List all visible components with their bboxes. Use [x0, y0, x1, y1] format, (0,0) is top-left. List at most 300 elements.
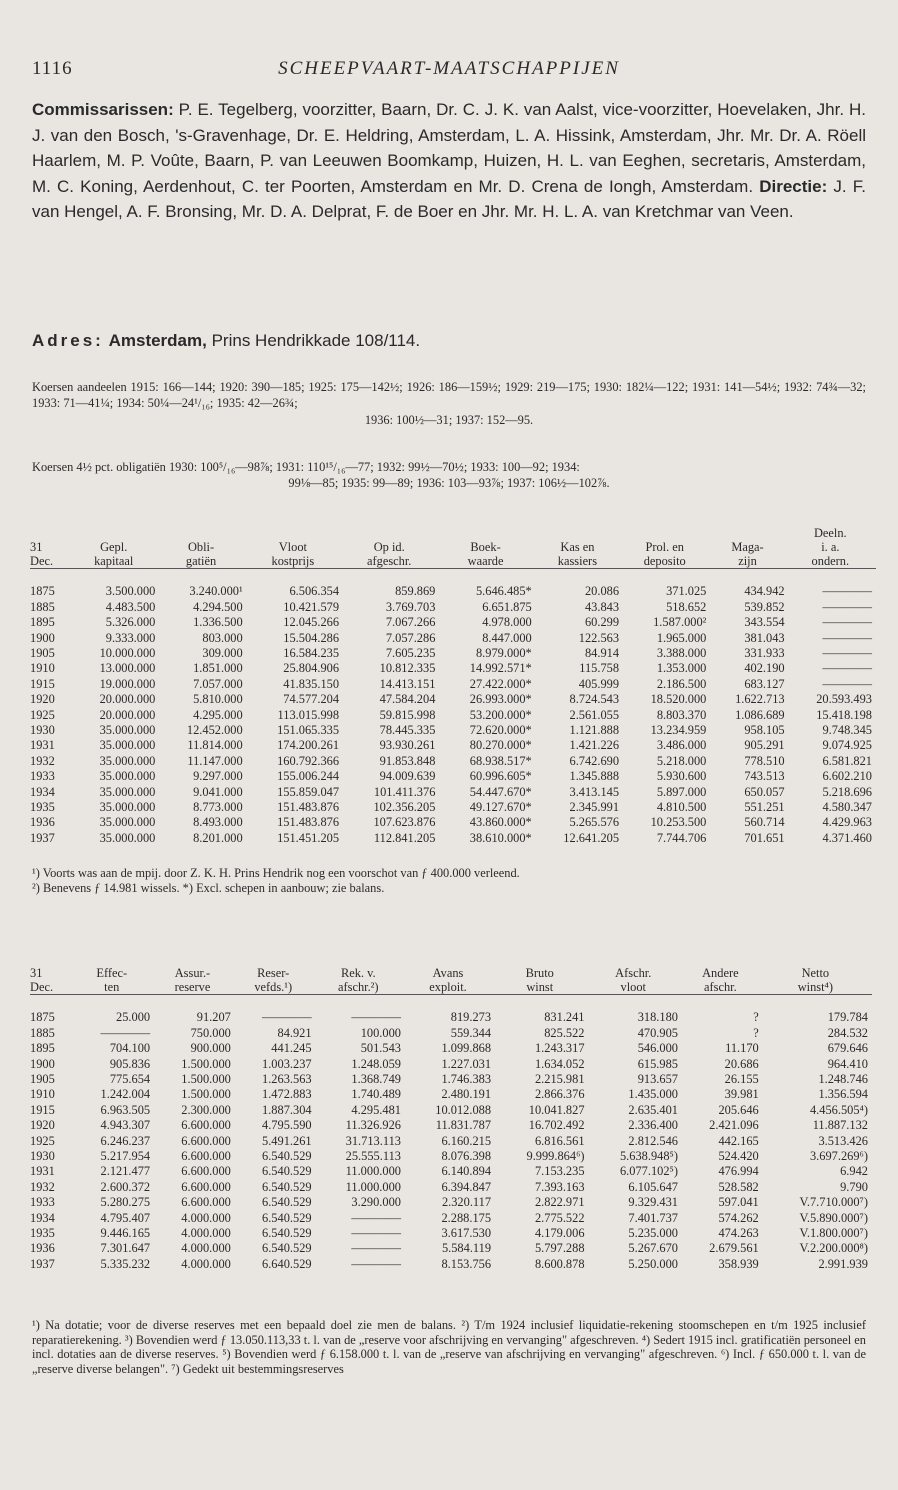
balance-table-col-header: Maga- zijn: [731, 540, 764, 568]
balance-table-cell: 35.000.000: [99, 800, 156, 815]
results-table-col-header: Afschr. vloot: [615, 966, 652, 994]
balance-table-year-cell: 1895: [30, 615, 55, 630]
results-table-cell: 1.500.000: [181, 1087, 231, 1102]
results-table-row: [30, 1180, 872, 1195]
running-title: SCHEEPVAART-MAATSCHAPPIJEN: [278, 58, 620, 79]
bond-prices: [32, 459, 866, 492]
results-table-cell: 1.003.237: [262, 1056, 312, 1071]
results-table-cell: 1.248.746: [818, 1072, 868, 1087]
results-table-cell: ————: [351, 1226, 401, 1241]
results-table-col-header: Effec- ten: [96, 966, 128, 994]
balance-table-cell: 10.812.335: [379, 661, 436, 676]
balance-table-cell: 4.371.460: [822, 830, 872, 845]
balance-table-cell: 4.295.000: [193, 707, 243, 722]
results-table-cell: 5.250.000: [628, 1256, 678, 1271]
results-table-cell: 597.041: [718, 1195, 759, 1210]
results-table-cell: 6.105.647: [628, 1179, 678, 1194]
results-table-cell: 4.000.000: [181, 1256, 231, 1271]
balance-table-cell: 47.584.204: [379, 692, 436, 707]
results-table-year-cell: 1885: [30, 1025, 55, 1040]
balance-table-cell: 72.620.000*: [469, 723, 532, 738]
balance-table-cell: 778.510: [744, 753, 785, 768]
results-table-cell: 6.540.529: [262, 1241, 312, 1256]
results-table-cell: 524.420: [718, 1149, 759, 1164]
results-table-cell: 5.491.261: [262, 1133, 312, 1148]
balance-table-cell: 7.057.286: [385, 630, 436, 645]
balance-table-cell: 1.353.000: [656, 661, 707, 676]
results-table-cell: 10.041.827: [528, 1102, 585, 1117]
adres-label: Adres:: [32, 331, 104, 350]
results-table-cell: 284.532: [827, 1025, 868, 1040]
results-table-year-cell: 1875: [30, 1010, 55, 1025]
balance-table-cell: 8.493.000: [193, 815, 243, 830]
balance-table-cell: 8.201.000: [193, 830, 243, 845]
results-table-cell: 1.356.594: [818, 1087, 868, 1102]
results-table-cell: 2.288.175: [441, 1210, 492, 1225]
results-table-cell: 4.000.000: [181, 1210, 231, 1225]
balance-table-cell: 683.127: [744, 676, 785, 691]
results-table: [30, 966, 872, 1272]
results-table-cell: 1.887.304: [262, 1102, 312, 1117]
balance-table-cell: 78.445.335: [379, 723, 436, 738]
balance-table-cell: 405.999: [578, 676, 620, 691]
results-table-cell: 4.295.481: [351, 1102, 401, 1117]
results-table-row: [30, 1010, 872, 1025]
results-table-cell: 2.822.971: [534, 1195, 585, 1210]
results-table-cell: 4.179.006: [534, 1226, 585, 1241]
results-table-row: [30, 1195, 872, 1210]
balance-table-cell: 9.074.925: [822, 738, 872, 753]
results-table-cell: 7.393.163: [534, 1179, 585, 1194]
balance-table-cell: 25.804.906: [283, 661, 340, 676]
board-paragraph: [32, 97, 866, 225]
results-table-cell: 1.634.052: [534, 1056, 585, 1071]
balance-table-col-header: Gepl. kapitaal: [94, 540, 134, 568]
balance-table-cell: 343.554: [744, 615, 785, 630]
results-table-cell: 4.456.505⁴): [809, 1102, 868, 1117]
results-table-cell: 1.227.031: [441, 1056, 492, 1071]
results-table-cell: 2.679.561: [709, 1241, 759, 1256]
balance-table-row: [30, 769, 876, 784]
balance-table-row: [30, 754, 876, 769]
results-table-cell: 11.000.000: [345, 1164, 401, 1179]
results-table-cell: 358.939: [718, 1256, 759, 1271]
results-table-cell: 964.410: [827, 1056, 868, 1071]
balance-table-cell: 20.086: [584, 584, 620, 599]
balance-table-cell: 112.841.205: [373, 830, 436, 845]
balance-table-row: [30, 692, 876, 707]
balance-table: [30, 526, 876, 846]
share-prices-last-line: 1936: 100½—31; 1937: 152—95.: [364, 412, 534, 427]
results-table-cell: 2.336.400: [628, 1118, 678, 1133]
balance-table-cell: 43.843: [584, 599, 620, 614]
balance-table-cell: 539.852: [744, 599, 785, 614]
balance-table-cell: 7.057.000: [193, 676, 243, 691]
balance-table-row: [30, 708, 876, 723]
results-table-cell: V.1.800.000⁷): [799, 1226, 868, 1241]
results-table-cell: 3.290.000: [351, 1195, 401, 1210]
results-table-cell: ?: [753, 1025, 759, 1040]
balance-table-col-header: Deeln. i. a. ondern.: [811, 526, 850, 568]
balance-table-cell: 8.979.000*: [475, 646, 532, 661]
balance-table-cell: 54.447.670*: [469, 784, 532, 799]
balance-table-cell: 11.814.000: [187, 738, 243, 753]
results-table-cell: 10.012.088: [435, 1102, 492, 1117]
balance-table-col-header: Boek- waarde: [467, 540, 504, 568]
balance-table-cell: 402.190: [744, 661, 785, 676]
balance-table-cell: ————: [822, 615, 872, 630]
balance-table-row: [30, 831, 876, 846]
results-table-cell: 2.991.939: [818, 1256, 868, 1271]
balance-table-cell: 12.045.266: [283, 615, 340, 630]
results-table-cell: 905.836: [109, 1056, 151, 1071]
results-table-cell: 26.155: [724, 1072, 759, 1087]
results-table-cell: 4.795.590: [262, 1118, 312, 1133]
results-table-cell: 615.985: [637, 1056, 678, 1071]
balance-note-2: ²) Benevens ƒ 14.981 wissels. *) Excl. schepen in aanbouw; zie balans.: [32, 880, 385, 895]
balance-table-year-cell: 1925: [30, 707, 55, 722]
results-table-cell: 1.740.489: [351, 1087, 401, 1102]
results-table-row: [30, 1164, 872, 1179]
results-table-row: [30, 1226, 872, 1241]
balance-table-cell: 5.326.000: [105, 615, 156, 630]
results-table-cell: 2.866.376: [534, 1087, 585, 1102]
balance-table-cell: 12.641.205: [563, 830, 620, 845]
balance-table-cell: ————: [822, 584, 872, 599]
results-table-cell: 546.000: [637, 1041, 678, 1056]
results-table-cell: 11.326.926: [345, 1118, 401, 1133]
results-table-cell: 2.600.372: [100, 1179, 151, 1194]
results-table-cell: 31.713.113: [345, 1133, 401, 1148]
balance-table-cell: 13.234.959: [650, 723, 707, 738]
results-table-year-cell: 1905: [30, 1072, 55, 1087]
balance-table-cell: 2.561.055: [569, 707, 620, 722]
balance-table-cell: 381.043: [744, 630, 785, 645]
balance-table-year-cell: 1910: [30, 661, 55, 676]
results-table-cell: 1.472.883: [262, 1087, 312, 1102]
balance-table-cell: 4.978.000: [482, 615, 532, 630]
results-table-row: [30, 1057, 872, 1072]
results-table-cell: 1.242.004: [100, 1087, 151, 1102]
balance-table-year-cell: 1932: [30, 753, 55, 768]
balance-table-cell: 20.000.000: [99, 707, 156, 722]
results-table-cell: 501.543: [360, 1041, 401, 1056]
balance-table-cell: 19.000.000: [99, 676, 156, 691]
balance-table-cell: 5.897.000: [656, 784, 707, 799]
balance-table-year-cell: 1931: [30, 738, 55, 753]
balance-table-cell: 151.065.335: [277, 723, 340, 738]
commissarissen-label: Commissarissen:: [32, 100, 174, 119]
balance-table-cell: 35.000.000: [99, 815, 156, 830]
results-table-cell: 470.905: [637, 1025, 678, 1040]
balance-table-cell: 958.105: [744, 723, 785, 738]
results-table-cell: 6.942: [840, 1164, 868, 1179]
balance-table-cell: 9.041.000: [193, 784, 243, 799]
results-table-cell: V.2.200.000⁸): [799, 1241, 868, 1256]
balance-table-cell: 151.451.205: [277, 830, 340, 845]
balance-table-cell: 20.000.000: [99, 692, 156, 707]
address-paragraph: [32, 328, 866, 354]
results-table-cell: 2.300.000: [181, 1102, 231, 1117]
balance-table-cell: 7.067.266: [385, 615, 436, 630]
results-table-cell: 1.368.749: [351, 1072, 401, 1087]
balance-table-cell: 43.860.000*: [469, 815, 532, 830]
results-table-cell: 6.963.505: [100, 1102, 151, 1117]
results-table-cell: 5.335.232: [100, 1256, 151, 1271]
results-table-cell: 559.344: [450, 1025, 492, 1040]
balance-table-cell: 35.000.000: [99, 738, 156, 753]
balance-table-year-cell: 1885: [30, 599, 55, 614]
balance-table-cell: 9.297.000: [193, 769, 243, 784]
balance-table-col-header: Obli- gatiën: [185, 540, 217, 568]
balance-table-cell: 93.930.261: [379, 738, 436, 753]
balance-table-cell: 2.345.991: [569, 800, 620, 815]
balance-table-cell: 160.792.366: [277, 753, 340, 768]
results-table-year-cell: 1910: [30, 1087, 55, 1102]
balance-table-cell: 68.938.517*: [469, 753, 532, 768]
balance-table-row: [30, 615, 876, 630]
balance-table-cell: 6.742.690: [569, 753, 620, 768]
balance-table-cell: 115.758: [579, 661, 620, 676]
balance-table-cell: 59.815.998: [379, 707, 436, 722]
results-table-cell: 7.153.235: [534, 1164, 585, 1179]
results-table-cell: 91.207: [196, 1010, 231, 1025]
balance-table-year-cell: 1934: [30, 784, 55, 799]
balance-table-header: [30, 526, 876, 569]
balance-table-cell: 6.602.210: [822, 769, 872, 784]
results-table-row: [30, 1134, 872, 1149]
balance-table-year-cell: 1930: [30, 723, 55, 738]
results-table-cell: 1.248.059: [351, 1056, 401, 1071]
balance-table-cell: 26.993.000*: [469, 692, 532, 707]
results-table-cell: 9.999.864⁶): [526, 1149, 585, 1164]
results-table-cell: 9.446.165: [100, 1226, 151, 1241]
bond-prices-last-line: 99⅛—85; 1935: 99—89; 1936: 103—93⅞; 1937: 106½—102⅞.: [288, 476, 610, 491]
balance-table-cell: 859.869: [395, 584, 436, 599]
balance-table-cell: 1.851.000: [193, 661, 243, 676]
results-table-cell: 6.600.000: [181, 1179, 231, 1194]
results-table-year-cell: 1915: [30, 1102, 55, 1117]
balance-table-cell: 151.483.876: [277, 800, 340, 815]
balance-table-cell: 1.121.888: [569, 723, 620, 738]
results-table-row: [30, 1211, 872, 1226]
results-table-row: [30, 1103, 872, 1118]
results-table-cell: 25.555.113: [345, 1149, 401, 1164]
balance-table-cell: 35.000.000: [99, 723, 156, 738]
results-table-year-cell: 1931: [30, 1164, 55, 1179]
results-table-cell: 528.582: [718, 1179, 759, 1194]
results-table-cell: 1.263.563: [262, 1072, 312, 1087]
results-table-cell: 9.329.431: [628, 1195, 678, 1210]
balance-table-row: [30, 600, 876, 615]
balance-table-row: [30, 785, 876, 800]
results-table-col-header: 31 Dec.: [30, 966, 54, 994]
balance-table-cell: 16.584.235: [283, 646, 340, 661]
balance-table-cell: 4.483.500: [105, 599, 156, 614]
balance-table-cell: 5.218.696: [822, 784, 872, 799]
balance-table-cell: 309.000: [202, 646, 243, 661]
results-table-cell: 4.000.000: [181, 1241, 231, 1256]
results-table-cell: 819.273: [450, 1010, 492, 1025]
results-table-cell: 11.170: [725, 1041, 759, 1056]
results-table-cell: 5.235.000: [628, 1226, 678, 1241]
balance-table-row: [30, 584, 876, 599]
adres-street: Prins Hendrikkade 108/114.: [206, 331, 421, 350]
balance-table-cell: 6.506.354: [289, 584, 340, 599]
results-table-cell: 39.981: [724, 1087, 759, 1102]
balance-table-cell: ————: [822, 646, 872, 661]
results-table-cell: 8.600.878: [534, 1256, 585, 1271]
results-table-cell: 6.540.529: [262, 1226, 312, 1241]
results-table-cell: 5.797.288: [534, 1241, 585, 1256]
balance-table-row: [30, 815, 876, 830]
results-table-year-cell: 1925: [30, 1133, 55, 1148]
balance-table-cell: ————: [822, 630, 872, 645]
results-table-row: [30, 1041, 872, 1056]
results-table-cell: 6.816.561: [534, 1133, 585, 1148]
balance-table-year-cell: 1933: [30, 769, 55, 784]
balance-table-cell: 35.000.000: [99, 769, 156, 784]
results-table-cell: 11.831.787: [435, 1118, 492, 1133]
results-table-cell: 205.646: [718, 1102, 759, 1117]
results-table-year-cell: 1920: [30, 1118, 55, 1133]
balance-table-cell: 4.810.500: [656, 800, 707, 815]
results-table-cell: 679.646: [827, 1041, 868, 1056]
results-table-cell: 6.640.529: [262, 1256, 312, 1271]
results-table-cell: 831.241: [544, 1010, 585, 1025]
results-table-cell: 1.099.868: [441, 1041, 492, 1056]
balance-table-cell: 27.422.000*: [469, 676, 532, 691]
results-table-cell: 2.320.117: [441, 1195, 492, 1210]
balance-table-cell: 3.500.000: [105, 584, 156, 599]
balance-table-cell: 10.000.000: [99, 646, 156, 661]
balance-table-cell: 803.000: [202, 630, 243, 645]
balance-table-cell: 15.504.286: [283, 630, 340, 645]
balance-table-cell: 434.942: [744, 584, 785, 599]
balance-table-col-header: Op id. afgeschr.: [367, 540, 412, 568]
balance-table-divider: [30, 569, 876, 585]
results-table-cell: 8.153.756: [441, 1256, 492, 1271]
balance-table-cell: 14.413.151: [379, 676, 436, 691]
results-table-cell: 11.000.000: [345, 1179, 401, 1194]
balance-table-cell: 94.009.639: [379, 769, 436, 784]
results-table-row: [30, 1072, 872, 1087]
balance-table-year-cell: 1937: [30, 830, 55, 845]
balance-table-cell: 20.593.493: [816, 692, 872, 707]
results-table-col-header: Reser- vefds.¹): [254, 966, 293, 994]
balance-table-row: [30, 738, 876, 753]
results-table-cell: 6.600.000: [181, 1133, 231, 1148]
results-table-cell: 11.887.132: [812, 1118, 868, 1133]
results-table-cell: 1.243.317: [534, 1041, 585, 1056]
results-table-cell: 6.246.237: [100, 1133, 151, 1148]
balance-table-cell: 10.421.579: [283, 599, 340, 614]
balance-table-cell: 1.421.226: [569, 738, 620, 753]
results-table-row: [30, 1118, 872, 1133]
results-table-notes: ¹) Na dotatie; voor de diverse reserves met een bepaald doel zie men de balans. ²) T/m 1924 inclusief liquidatie-rekening stoomschepen en t/m 1925 inclusief reparatierekening. ³) Bovendien werd ƒ 13.050.113,33 t. l. van de „reserve voor afschrijving en vervanging" afgeschreven. ⁴) Sedert 1915 incl. gratificatiën personeel en incl. dotaties aan de diverse reserves. ⁵) Bovendien werd ƒ 6.158.000 t. l. van de „reserve van afschrijving en vervanging" afgeschreven. ⁶) Incl. ƒ 650.000 t. l. van de „reserve diverse belangen". ⁷) Gedekt uit bestemmingsreserves: [32, 1318, 866, 1376]
results-table-cell: 3.617.530: [441, 1226, 492, 1241]
results-table-cell: 6.540.529: [262, 1149, 312, 1164]
balance-table-cell: 3.388.000: [656, 646, 707, 661]
results-table-cell: 574.262: [718, 1210, 759, 1225]
balance-table-cell: 107.623.876: [373, 815, 436, 830]
results-table-cell: 5.280.275: [100, 1195, 151, 1210]
results-table-cell: 6.540.529: [262, 1164, 312, 1179]
results-table-cell: 7.401.737: [628, 1210, 678, 1225]
results-table-cell: 474.263: [718, 1226, 759, 1241]
results-table-cell: ————: [262, 1010, 312, 1025]
balance-table-cell: 4.429.963: [822, 815, 872, 830]
results-table-row: [30, 1257, 872, 1272]
results-table-cell: 6.140.894: [441, 1164, 492, 1179]
balance-table-cell: 41.835.150: [283, 676, 340, 691]
balance-table-cell: 12.452.000: [186, 723, 243, 738]
results-table-col-header: Rek. v. afschr.²): [338, 966, 379, 994]
results-table-cell: ?: [753, 1010, 759, 1025]
balance-table-year-cell: 1875: [30, 584, 55, 599]
balance-table-cell: 1.622.713: [735, 692, 785, 707]
balance-table-col-header: 31 Dec.: [30, 540, 54, 568]
balance-table-year-cell: 1920: [30, 692, 55, 707]
balance-table-cell: 13.000.000: [99, 661, 156, 676]
balance-table-cell: 4.294.500: [193, 599, 243, 614]
balance-table-cell: 551.251: [744, 800, 785, 815]
balance-table-cell: 1.336.500: [193, 615, 243, 630]
results-table-year-cell: 1935: [30, 1226, 55, 1241]
results-table-cell: ————: [351, 1241, 401, 1256]
results-table-cell: 20.686: [724, 1056, 759, 1071]
bond-prices-text: Koersen 4½ pct. obligatiën 1930: 100⁵/₁₆—98⅞; 1931: 110¹⁵/₁₆—77; 1932: 99½—70½; 1933: 100—92; 1934:: [32, 460, 580, 474]
results-table-cell: ————: [100, 1025, 151, 1040]
results-table-row: [30, 1087, 872, 1102]
balance-table-cell: 560.714: [744, 815, 785, 830]
results-table-cell: V.5.890.000⁷): [799, 1210, 868, 1225]
results-table-cell: ————: [351, 1210, 401, 1225]
balance-table-cell: 101.411.376: [373, 784, 436, 799]
results-table-year-cell: 1936: [30, 1241, 55, 1256]
balance-table-cell: 9.333.000: [105, 630, 156, 645]
balance-table-cell: 7.744.706: [656, 830, 707, 845]
adres-city: Amsterdam,: [108, 331, 207, 350]
directie-label: Directie:: [759, 176, 828, 196]
share-prices: [32, 379, 866, 428]
results-table-cell: ————: [351, 1256, 401, 1271]
balance-table-cell: 9.748.345: [822, 723, 872, 738]
page-number: 1116: [32, 58, 73, 79]
balance-table-cell: 151.483.876: [277, 815, 340, 830]
balance-table-cell: 8.447.000: [482, 630, 532, 645]
results-table-year-cell: 1930: [30, 1149, 55, 1164]
results-table-cell: 1.435.000: [628, 1087, 678, 1102]
balance-table-cell: 905.291: [744, 738, 785, 753]
results-table-cell: 900.000: [190, 1041, 231, 1056]
balance-table-cell: 1.345.888: [569, 769, 620, 784]
results-table-cell: 100.000: [360, 1025, 401, 1040]
results-table-cell: V.7.710.000⁷): [799, 1195, 868, 1210]
balance-table-year-cell: 1935: [30, 800, 55, 815]
balance-table-row: [30, 677, 876, 692]
balance-table-cell: 155.859.047: [277, 784, 340, 799]
results-table-cell: 6.600.000: [181, 1149, 231, 1164]
results-table-cell: 1.500.000: [181, 1056, 231, 1071]
results-table-cell: 3.697.269⁶): [809, 1149, 868, 1164]
balance-table-cell: 6.651.875: [482, 599, 532, 614]
balance-table-cell: 1.086.689: [735, 707, 785, 722]
results-table-cell: 84.921: [277, 1025, 312, 1040]
results-table-cell: 2.215.981: [534, 1072, 585, 1087]
balance-table-cell: 3.240.000¹: [189, 584, 243, 599]
results-table-cell: 5.638.948⁵): [619, 1149, 678, 1164]
